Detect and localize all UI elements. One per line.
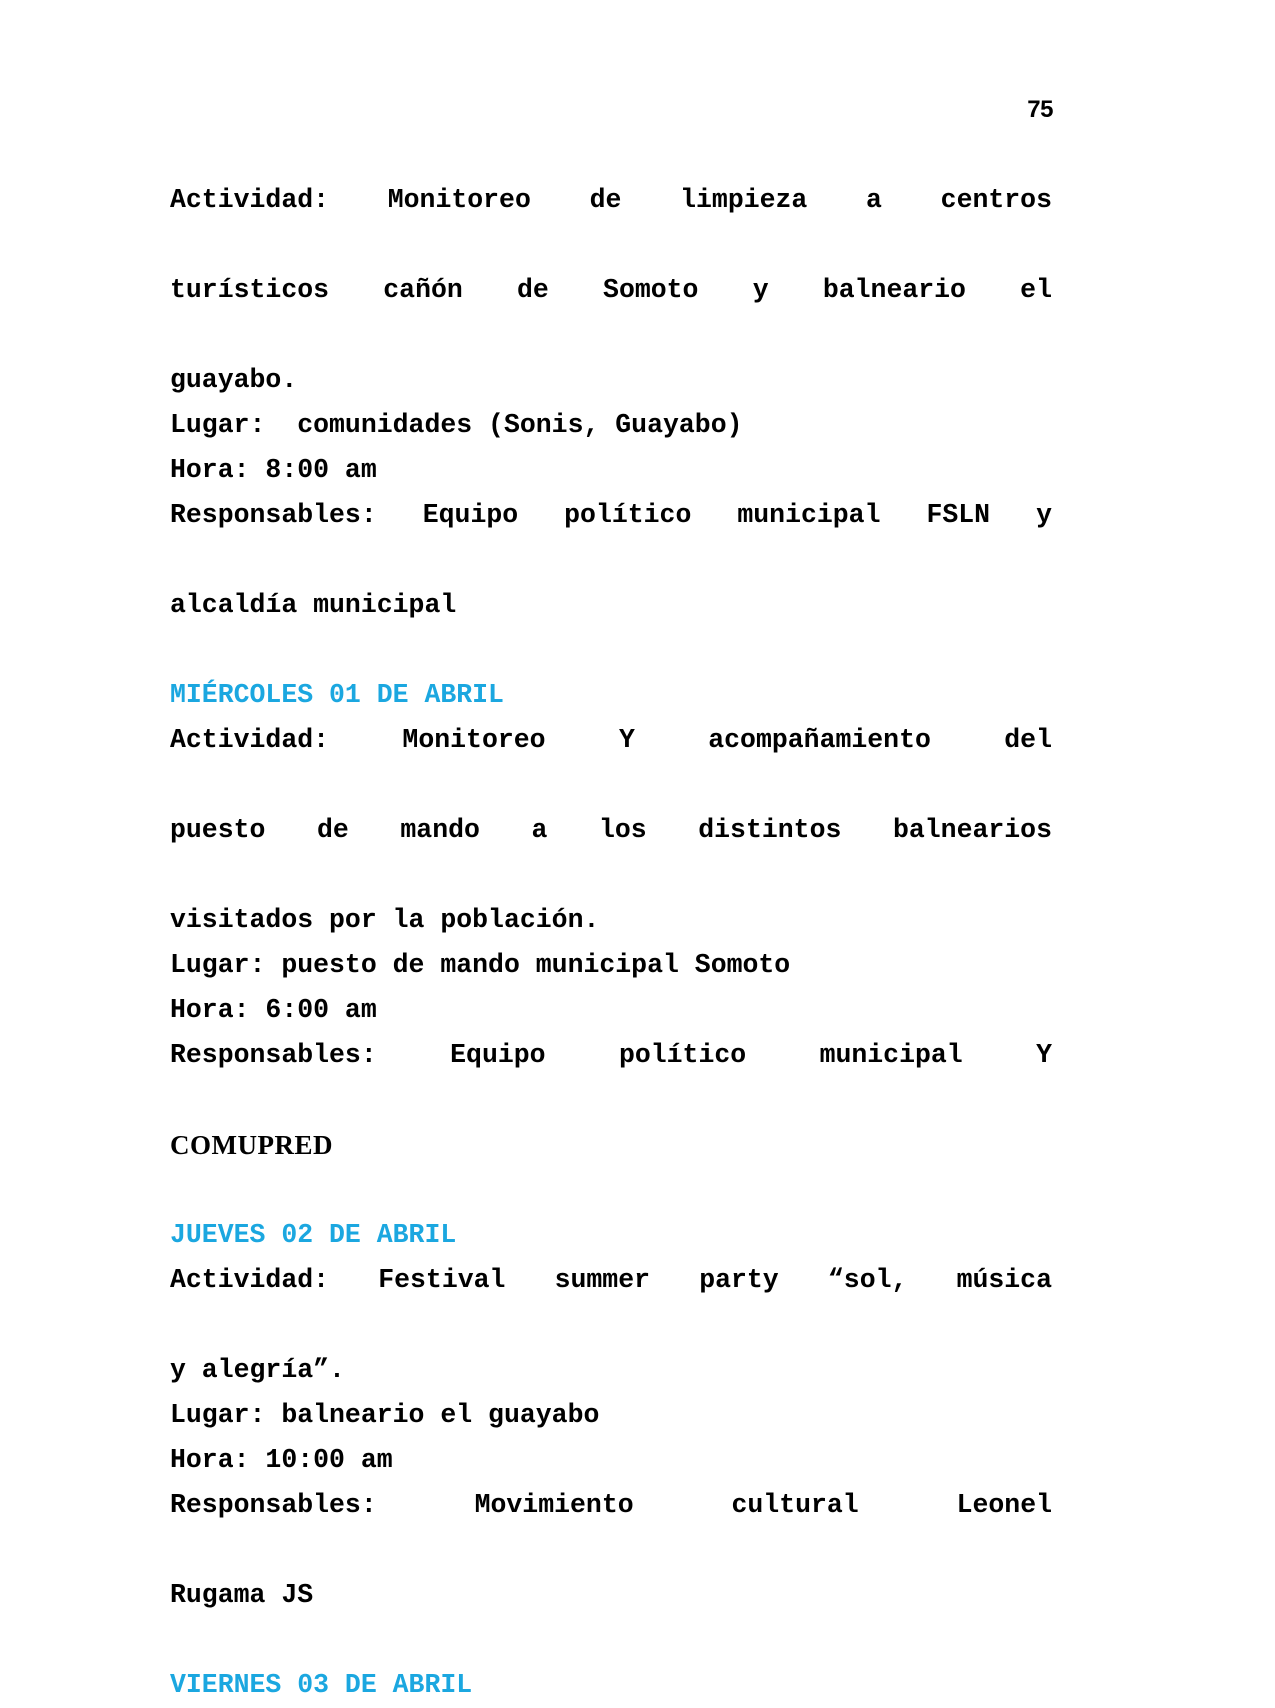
paragraph-spacer [170,1618,1052,1663]
entry-lugar-line: Lugar: puesto de mando municipal Somoto [170,950,791,980]
entry-lugar-line: Lugar: balneario el guayabo [170,1400,600,1430]
text-line: guayabo. [170,365,298,395]
date-heading-miercoles-01-abril: MIÉRCOLES 01 DE ABRIL [170,680,504,710]
text-line: Rugama JS [170,1580,314,1610]
text-line: COMUPRED [170,1130,333,1160]
entry-responsables-paragraph [170,493,1052,628]
entry-responsables-paragraph [170,1033,1052,1168]
entry-hora-line: Hora: 10:00 am [170,1445,393,1475]
text-line: visitados por la población. [170,905,600,935]
entry-hora-line: Hora: 8:00 am [170,455,377,485]
entry-activity-paragraph [170,718,1052,943]
date-heading-viernes-03-abril: VIERNES 03 DE ABRIL [170,1670,473,1700]
text-line: Actividad: Monitoreo de limpieza a centros [170,185,1052,215]
paragraph-spacer [170,628,1052,673]
text-line: Responsables: Equipo político municipal FSLN y [170,500,1052,530]
paragraph-spacer [170,1168,1052,1213]
text-line: Responsables: Movimiento cultural Leonel [170,1490,1052,1520]
entry-responsables-paragraph [170,1483,1052,1618]
text-line: turísticos cañón de Somoto y balneario el [170,275,1052,305]
text-line: Responsables: Equipo político municipal Y [170,1040,1052,1070]
text-line: puesto de mando a los distintos balnearios [170,815,1052,845]
date-heading-jueves-02-abril: JUEVES 02 DE ABRIL [170,1220,457,1250]
entry-activity-paragraph [170,1258,1052,1393]
text-line: alcaldía municipal [170,590,457,620]
text-line: Actividad: Monitoreo Y acompañamiento del [170,725,1052,755]
document-body [170,178,1052,1708]
text-line: y alegría”. [170,1355,345,1385]
entry-lugar-line: Lugar: comunidades (Sonis, Guayabo) [170,410,743,440]
entry-hora-line: Hora: 6:00 am [170,995,377,1025]
page-number: 75 [1027,96,1053,123]
text-line: Actividad: Festival summer party “sol, música [170,1265,1052,1295]
entry-activity-paragraph [170,178,1052,403]
